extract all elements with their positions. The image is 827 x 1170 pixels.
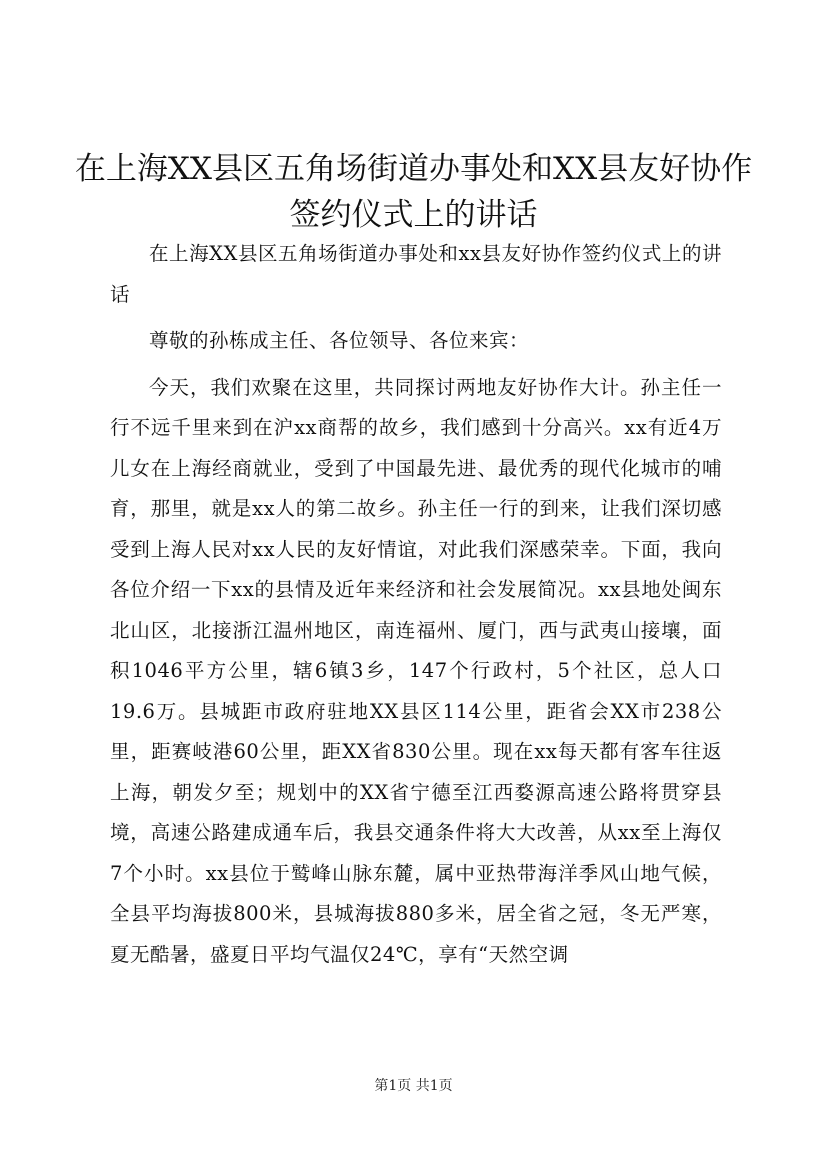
paragraph-salutation: 尊敬的孙栋成主任、各位领导、各位来宾： bbox=[149, 329, 530, 352]
document-title: 在上海XX县区五角场街道办事处和XX县友好协作签约仪式上的讲话 bbox=[74, 151, 753, 233]
page-footer: 第1页 共1页 bbox=[374, 1078, 453, 1094]
document-body bbox=[110, 234, 722, 981]
paragraph-subtitle: 在上海XX县区五角场街道办事处和xx县友好协作签约仪式上的讲话 bbox=[110, 242, 722, 306]
paragraph-main: 今天，我们欢聚在这里，共同探讨两地友好协作大计。孙主任一行不远千里来到在沪xx商帮的故乡，我们感到十分高兴。xx有近4万儿女在上海经商就业，受到了中国最先进、最优秀的现代化城市的哺育，那里，就是xx人的第二故乡。孙主任一行的到来，让我们深切感受到上海人民对xx人民的友好情谊，对此我们深感荣幸。下面，我向各位介绍一下xx的县情及近年来经济和社会发展简况。xx县地处闽东北山区，北接浙江温州地区，南连福州、厦门，西与武夷山接壤，面积1046平方公里，辖6镇3乡，147个行政村，5个社区，总人口19.6万。县城距市政府驻地XX县区114公里，距省会XX市238公里，距赛岐港60公里，距XX省830公里。现在xx每天都有客车往返上海，朝发夕至；规划中的XX省宁德至江西婺源高速公路将贯穿县境，高速公路建成通车后，我县交通条件将大大改善，从xx至上海仅7个小时。xx县位于鹫峰山脉东麓，属中亚热带海洋季风山地气候，全县平均海拔800米，县城海拔880多米，居全省之冠，冬无严寒，夏无酷暑，盛夏日平均气温仅24℃，享有“天然空调 bbox=[110, 375, 722, 966]
